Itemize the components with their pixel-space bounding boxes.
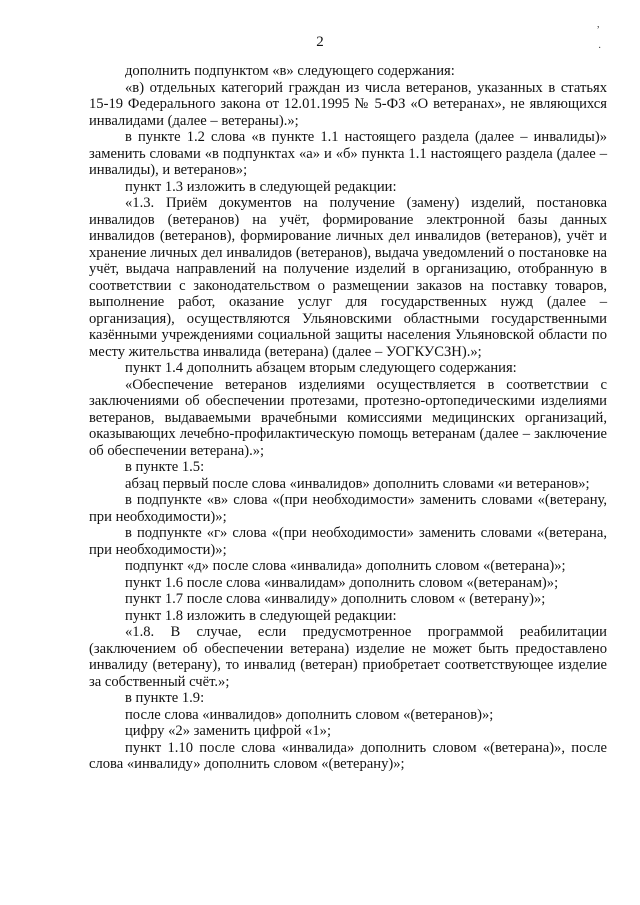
paragraph: в пункте 1.5: — [125, 459, 205, 475]
paragraph: абзац первый после слова «инвалидов» дополнить словами «и ветеранов»; — [125, 475, 590, 492]
paragraph: пункт 1.10 после слова «инвалида» дополнить словом «(ветерана)», после слова «инвалиду» дополнить словом «(ветерану)»; — [89, 739, 607, 772]
page-number: 2 — [316, 34, 324, 50]
scan-speck-mark: , — [597, 19, 600, 30]
paragraph: пункт 1.3 изложить в следующей редакции: — [125, 178, 397, 195]
paragraph: в пункте 1.2 слова «в пункте 1.1 настоящего раздела (далее – инвалиды)» заменить словами «в подпунктах «а» и «б» пункта 1.1 настоящего раздела (далее – инвалиды), и ветеранов»; — [89, 129, 607, 178]
paragraph: «Обеспечение ветеранов изделиями осуществляется в соответствии с заключениями об обеспечении протезами, протезно-ортопедическими изделиями ветеранов, выдаваемыми врачебными комиссиями медицинских организаций, оказывающих лечебно-профилактическую помощь ветеранам (далее – заключение об обеспечении ветерана).»; — [89, 376, 607, 459]
document-body — [89, 63, 607, 773]
paragraph: «1.3. Приём документов на получение (замену) изделий, постановка инвалидов (ветеранов) на учёт, формирование электронной базы данных инвалидов (ветеранов), формирование личных дел инвалидов (ветеранов), учёт и хранение личных дел инвалидов (ветеранов), выдача уведомлений о постановке на учёт, выдача направлений на получение изделий в организацию, отобранную в соответствии с законодательством о размещении заказов на поставку товаров, выполнение работ, оказание услуг для государственных нужд (далее – организация), осуществляются Ульяновскими областными государственными казёнными учреждениями социальной защиты населения Ульяновской области по месту жительства инвалида (ветерана) (далее – УОГКУСЗН).»; — [89, 195, 607, 360]
paragraph: в пункте 1.9: — [125, 690, 205, 706]
paragraph: в подпункте «в» слова «(при необходимости» заменить словами «(ветерану, при необходимости)»; — [89, 492, 607, 525]
paragraph: дополнить подпунктом «в» следующего содержания: — [125, 63, 455, 79]
paragraph: в подпункте «г» слова «(при необходимости» заменить словами «(ветерана, при необходимости)»; — [89, 525, 607, 558]
scan-speck-mark: · — [598, 43, 602, 54]
paragraph: пункт 1.7 после слова «инвалиду» дополнить словом « (ветерану)»; — [125, 591, 546, 607]
paragraph: пункт 1.6 после слова «инвалидам» дополнить словом «(ветеранам)»; — [125, 574, 559, 591]
paragraph: пункт 1.4 дополнить абзацем вторым следующего содержания: — [125, 360, 517, 376]
paragraph: «1.8. В случае, если предусмотренное программой реабилитации (заключением об обеспечении ветерана) изделие не может быть предоставлено инвалиду (ветерану), то инвалид (ветеран) приобретает соответствующее изделие за собственный счёт.»; — [89, 624, 607, 690]
paragraph: «в) отдельных категорий граждан из числа ветеранов, указанных в статьях 15-19 Федерального закона от 12.01.1995 № 5-ФЗ «О ветеранах», не являющихся инвалидами (далее – ветераны).»; — [89, 79, 607, 129]
paragraph: подпункт «д» после слова «инвалида» дополнить словом «(ветерана)»; — [125, 558, 566, 574]
paragraph: цифру «2» заменить цифрой «1»; — [125, 723, 331, 739]
paragraph: пункт 1.8 изложить в следующей редакции: — [125, 607, 397, 624]
paragraph: после слова «инвалидов» дополнить словом «(ветеранов)»; — [125, 706, 494, 723]
